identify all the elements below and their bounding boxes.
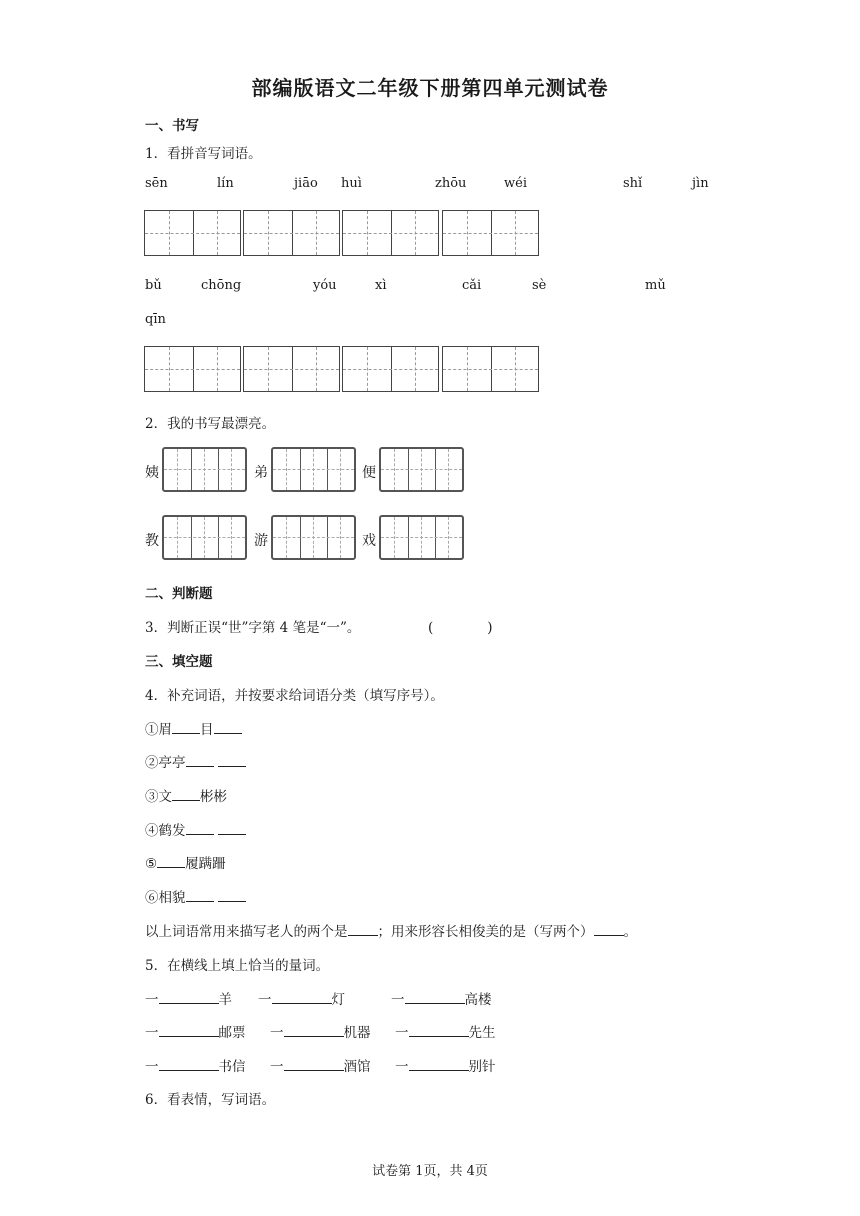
noun: 灯 [331,992,345,1008]
answer-blank[interactable] [186,822,214,835]
answer-blank[interactable] [186,754,214,767]
answer-blank[interactable] [218,754,246,767]
item-number: ⑥ [145,890,159,906]
item-number: ① [145,722,159,738]
writing-grid[interactable] [243,346,340,392]
idiom-item [145,886,246,906]
answer-blank[interactable] [594,923,624,936]
writing-grid[interactable] [144,346,241,392]
answer-blank[interactable] [218,822,246,835]
idiom-item [145,785,227,805]
practice-character: 戏 [362,533,376,549]
idiom-part: 眉 [158,722,172,738]
prefix-one: 一 [270,1025,284,1041]
noun: 书信 [218,1059,246,1075]
writing-grid[interactable] [442,210,539,256]
practice-grid[interactable] [379,515,464,560]
answer-blank[interactable] [218,889,246,902]
practice-character: 弟 [254,465,268,481]
idiom-item [145,852,226,872]
page-title: 部编版语文二年级下册第四单元测试卷 [251,76,609,100]
section-heading-judgement: 二、判断题 [145,586,213,602]
prefix-one: 一 [395,1059,409,1075]
writing-grid[interactable] [442,346,539,392]
answer-parentheses[interactable]: ( ) [428,620,493,636]
practice-character: 便 [362,465,376,481]
practice-grid[interactable] [271,447,356,492]
measure-word-row [145,1021,246,1041]
answer-blank[interactable] [172,788,200,801]
summary-text: 以上词语常用来描写老人的两个是 [145,924,348,940]
practice-character: 游 [254,533,268,549]
answer-blank[interactable] [186,889,214,902]
question-4-prompt: 4．补充词语，并按要求给词语分类（填写序号）。 [145,688,444,704]
pinyin: cǎi [462,278,482,293]
answer-blank[interactable] [348,923,378,936]
idiom-part: 鹤发 [158,823,186,839]
measure-word-row [395,1055,496,1075]
noun: 别针 [468,1059,496,1075]
idiom-part: 文 [158,789,172,805]
prefix-one: 一 [395,1025,409,1041]
item-number: ④ [145,823,159,839]
pinyin: huì [341,176,362,191]
answer-blank[interactable] [405,991,465,1004]
pinyin-grid-row-2 [144,346,544,392]
pinyin: zhōu [435,176,467,191]
noun: 酒馆 [343,1059,371,1075]
item-number: ② [145,755,159,771]
measure-word-row [395,1021,496,1041]
noun: 羊 [218,992,232,1008]
prefix-one: 一 [391,992,405,1008]
writing-grid[interactable] [144,210,241,256]
question-4-summary [145,920,637,940]
question-5-prompt: 5．在横线上填上恰当的量词。 [145,958,330,974]
answer-blank[interactable] [172,721,200,734]
noun: 机器 [343,1025,371,1041]
item-number: ③ [145,789,159,805]
prefix-one: 一 [258,992,272,1008]
pinyin: sēn [145,176,168,191]
pinyin: wéi [504,176,527,191]
answer-blank[interactable] [272,991,332,1004]
question-6-prompt: 6．看表情，写词语。 [145,1092,276,1108]
practice-character: 姨 [145,465,159,481]
summary-text: ；用来形容长相俊美的是（写两个） [377,924,594,940]
measure-word-row [270,1055,371,1075]
noun: 高楼 [464,992,492,1008]
idiom-part: 彬彬 [200,789,227,805]
noun: 先生 [468,1025,496,1041]
pinyin: lín [217,176,234,191]
answer-blank[interactable] [409,1058,469,1071]
idiom-part: 亭亭 [158,755,186,771]
pinyin: mǔ [645,278,666,293]
pinyin: chōng [201,278,242,293]
answer-blank[interactable] [214,721,242,734]
practice-character: 教 [145,533,159,549]
summary-text: 。 [623,924,637,940]
page-footer: 试卷第 1页，共 4页 [372,1164,488,1179]
practice-grid[interactable] [379,447,464,492]
measure-word-row [145,988,232,1008]
measure-word-row [145,1055,246,1075]
item-number: ⑤ [145,856,158,872]
pinyin: jìn [692,176,709,191]
idiom-item [145,718,242,738]
prefix-one: 一 [145,992,159,1008]
pinyin: sè [532,278,547,293]
idiom-part: 相貌 [158,890,186,906]
answer-blank[interactable] [284,1058,344,1071]
practice-grid[interactable] [162,447,247,492]
noun: 邮票 [218,1025,246,1041]
pinyin: shǐ [623,176,643,191]
pinyin: yóu [313,278,337,293]
answer-blank[interactable] [159,1024,219,1037]
measure-word-row [258,988,345,1008]
writing-grid[interactable] [342,346,439,392]
question-2-prompt: 2．我的书写最漂亮。 [145,416,276,432]
answer-blank[interactable] [159,1058,219,1071]
idiom-item [145,819,246,839]
question-1-prompt: 1．看拼音写词语。 [145,146,262,162]
practice-grid[interactable] [162,515,247,560]
answer-blank[interactable] [157,855,185,868]
pinyin: qīn [145,312,166,327]
writing-grid[interactable] [243,210,340,256]
measure-word-row [270,1021,371,1041]
pinyin: bǔ [145,278,162,293]
answer-blank[interactable] [284,1024,344,1037]
idiom-part: 目 [200,722,214,738]
pinyin: xì [375,278,387,293]
question-3-prompt: 3．判断正误“世”字第 4 笔是“一”。 [145,620,361,636]
pinyin: jiāo [294,176,318,191]
answer-blank[interactable] [159,991,219,1004]
idiom-item [145,751,246,771]
prefix-one: 一 [145,1059,159,1075]
answer-blank[interactable] [409,1024,469,1037]
prefix-one: 一 [145,1025,159,1041]
writing-grid[interactable] [342,210,439,256]
section-heading-writing: 一、书写 [145,118,199,134]
prefix-one: 一 [270,1059,284,1075]
section-heading-fill-in: 三、填空题 [145,654,213,670]
pinyin-grid-row-1 [144,210,544,256]
measure-word-row [391,988,492,1008]
practice-grid[interactable] [271,515,356,560]
idiom-part: 履蹒跚 [185,856,226,872]
